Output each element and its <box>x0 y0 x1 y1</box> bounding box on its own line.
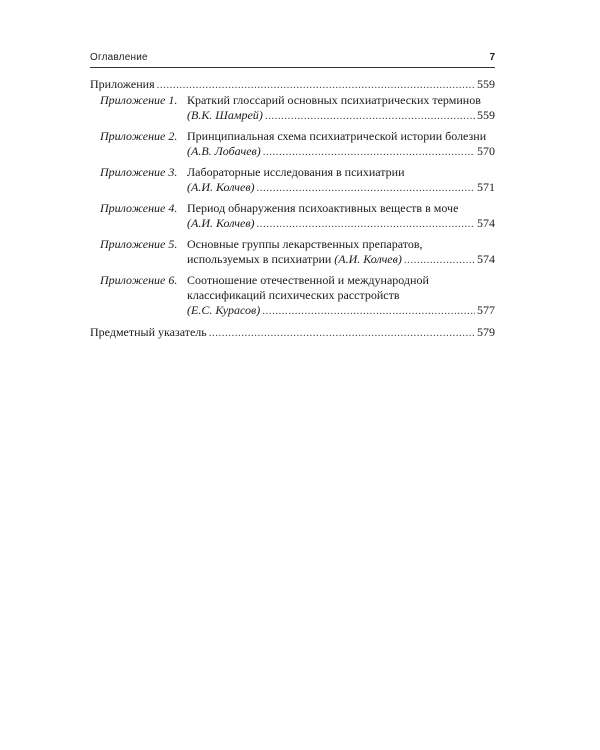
running-header-section: Оглавление <box>90 52 148 63</box>
appendix-author: А.В. Лобачев <box>191 144 257 158</box>
toc-entry-appendix-1[interactable]: Приложение 1. Краткий глоссарий основных психиатрических терминов (В.К. Шамрей) ..... 559 <box>90 93 495 124</box>
appendix-title-line: Краткий глоссарий основных психиатрических терминов <box>187 93 481 107</box>
table-of-contents <box>90 77 495 341</box>
appendix-title-line: Принципиальная схема психиатрической истории болезни <box>187 129 487 143</box>
dot-leader <box>157 78 475 93</box>
toc-entry-appendix-2[interactable]: Приложение 2. Принципиальная схема психиатрической истории болезни (А.В. Лобачев) ..... 570 <box>90 129 495 160</box>
appendix-title-line: Период обнаружения психоактивных веществ в моче <box>187 201 459 215</box>
appendix-title-line: Основные группы лекарственных препаратов, <box>187 237 423 251</box>
appendix-label: Приложение 6. <box>100 273 178 287</box>
dot-leader <box>262 304 475 319</box>
header-rule <box>90 67 495 68</box>
dot-leader <box>265 109 475 124</box>
toc-entry-appendices[interactable] <box>90 77 495 93</box>
dot-leader <box>257 181 475 196</box>
appendix-label: Приложение 2. <box>100 129 178 143</box>
appendix-page: 559 <box>477 108 495 122</box>
running-header <box>90 52 495 66</box>
toc-entry-title: Приложения <box>90 77 155 91</box>
appendix-title-line: классификаций психических расстройств <box>187 288 400 302</box>
appendix-title-line: Соотношение отечественной и международной <box>187 273 429 287</box>
toc-entry-appendix-4[interactable]: Приложение 4. Период обнаружения психоактивных веществ в моче (А.И. Колчев) ..... 574 <box>90 201 495 232</box>
toc-entry-page: 579 <box>477 325 495 339</box>
appendix-author: Е.С. Курасов <box>191 303 257 317</box>
appendix-author: А.И. Колчев <box>338 252 398 266</box>
toc-entry-page: 559 <box>477 77 495 91</box>
appendix-label: Приложение 5. <box>100 237 178 251</box>
dot-leader <box>404 253 475 268</box>
appendix-page: 574 <box>477 216 495 230</box>
appendix-author: А.И. Колчев <box>191 180 251 194</box>
toc-entry-appendix-6[interactable]: Приложение 6. Соотношение отечественной и международной классификаций психических расстройств (Е.С. Курасов) ..... 577 <box>90 273 495 319</box>
toc-entry-subject-index[interactable] <box>90 325 495 341</box>
toc-entry-title: Предметный указатель <box>90 325 207 339</box>
appendix-label: Приложение 3. <box>100 165 178 179</box>
appendix-author: В.К. Шамрей <box>191 108 259 122</box>
appendix-title-line: Лабораторные исследования в психиатрии <box>187 165 405 179</box>
dot-leader <box>257 217 475 232</box>
toc-entry-appendix-3[interactable]: Приложение 3. Лабораторные исследования в психиатрии (А.И. Колчев) ..... 571 <box>90 165 495 196</box>
appendix-page: 577 <box>477 303 495 317</box>
appendix-page: 574 <box>477 252 495 266</box>
appendix-page: 571 <box>477 180 495 194</box>
appendix-title-line: используемых в психиатрии <box>187 252 332 266</box>
dot-leader <box>209 326 475 341</box>
dot-leader <box>263 145 475 160</box>
appendix-label: Приложение 1. <box>100 93 178 107</box>
appendix-label: Приложение 4. <box>100 201 178 215</box>
page-number: 7 <box>489 52 495 63</box>
appendix-author: А.И. Колчев <box>191 216 251 230</box>
appendix-page: 570 <box>477 144 495 158</box>
toc-entry-appendix-5[interactable]: Приложение 5. Основные группы лекарственных препаратов, используемых в психиатрии (А.И. Колчев) ..... 574 <box>90 237 495 268</box>
